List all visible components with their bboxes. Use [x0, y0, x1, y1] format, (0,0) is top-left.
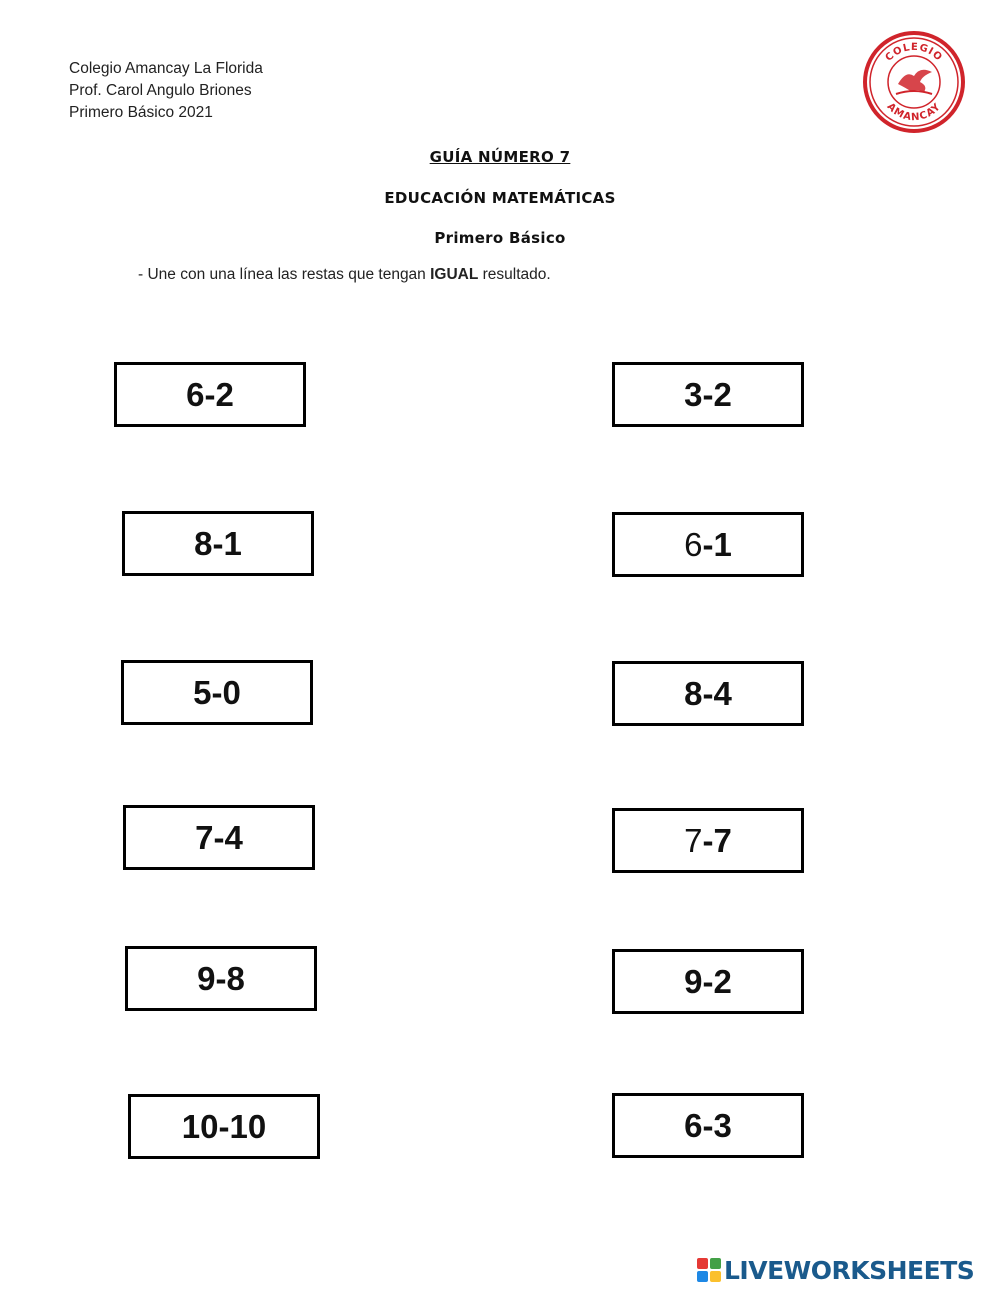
- subtraction-box-right-5[interactable]: 9 - 2: [612, 949, 804, 1014]
- guide-title: GUÍA NÚMERO 7: [429, 148, 571, 166]
- subtraction-box-right-6[interactable]: 6 - 3: [612, 1093, 804, 1158]
- subtraction-box-right-2[interactable]: 6 - 1: [612, 512, 804, 577]
- liveworksheets-brand: [697, 1255, 974, 1285]
- liveworksheets-text: LIVEWORKSHEETS: [724, 1255, 975, 1285]
- subtraction-box-left-4[interactable]: 7 - 4: [123, 805, 315, 870]
- grade-year: Primero Básico 2021: [69, 104, 213, 121]
- instruction-text: - Une con una línea las restas que tengan IGUAL resultado.: [138, 266, 551, 283]
- teacher-name: Prof. Carol Angulo Briones: [69, 82, 252, 99]
- subtraction-box-right-4[interactable]: 7 - 7: [612, 808, 804, 873]
- subtraction-box-left-1[interactable]: 6 - 2: [114, 362, 306, 427]
- school-name: Colegio Amancay La Florida: [69, 60, 263, 77]
- subtraction-box-left-5[interactable]: 9 - 8: [125, 946, 317, 1011]
- subtraction-box-right-3[interactable]: 8 - 4: [612, 661, 804, 726]
- subject-title: EDUCACIÓN MATEMÁTICAS: [384, 189, 616, 207]
- subtraction-box-right-1[interactable]: 3 - 2: [612, 362, 804, 427]
- document-header: [69, 58, 263, 124]
- school-logo-icon: [862, 30, 966, 134]
- subtraction-box-left-2[interactable]: 8 - 1: [122, 511, 314, 576]
- logo-bottom-text: AMANCAY: [884, 101, 944, 124]
- level-title: Primero Básico: [434, 229, 566, 247]
- liveworksheets-logo-icon: [697, 1258, 721, 1282]
- subtraction-box-left-6[interactable]: 10 - 10: [128, 1094, 320, 1159]
- subtraction-box-left-3[interactable]: 5 - 0: [121, 660, 313, 725]
- logo-top-text: COLEGIO: [883, 41, 945, 64]
